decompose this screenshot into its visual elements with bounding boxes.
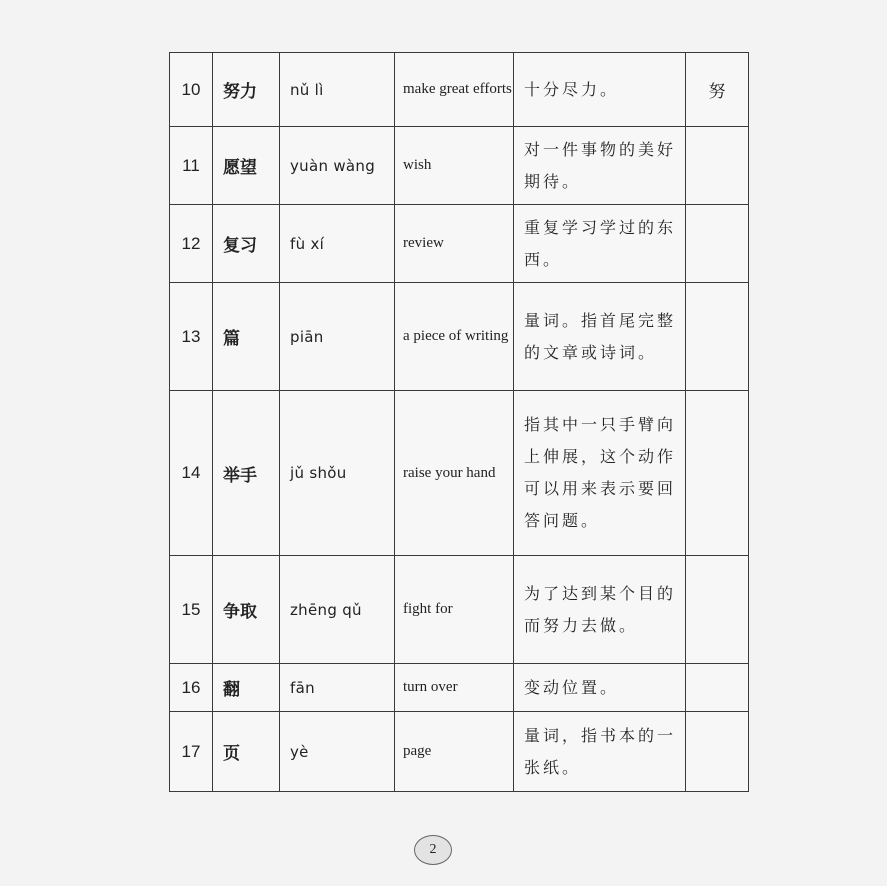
table-row: [170, 53, 749, 127]
row-number: 11: [170, 127, 213, 205]
row-number: 12: [170, 205, 213, 283]
page-number: 2: [429, 842, 437, 857]
chinese-definition: 变动位置。: [514, 664, 686, 712]
character-cell: [686, 391, 749, 556]
pinyin: fān: [280, 664, 395, 712]
table-row: [170, 127, 749, 205]
chinese-definition: 量词，指书本的一张纸。: [514, 712, 686, 792]
pinyin: zhēng qǔ: [280, 556, 395, 664]
character-cell: [686, 664, 749, 712]
pinyin: yuàn wàng: [280, 127, 395, 205]
pinyin: yè: [280, 712, 395, 792]
chinese-definition: 重复学习学过的东西。: [514, 205, 686, 283]
pinyin: fù xí: [280, 205, 395, 283]
character-cell: [686, 283, 749, 391]
chinese-definition: 十分尽力。: [514, 53, 686, 127]
vocab-word: 举手: [213, 391, 280, 556]
row-number: 10: [170, 53, 213, 127]
table-row: [170, 205, 749, 283]
row-number: 14: [170, 391, 213, 556]
chinese-definition: 指其中一只手臂向上伸展，这个动作可以用来表示要回答问题。: [514, 391, 686, 556]
page-number-badge: [414, 835, 452, 865]
table-row: [170, 556, 749, 664]
vocab-word: 翻: [213, 664, 280, 712]
table-row: [170, 712, 749, 792]
english-meaning: a piece of writing: [395, 283, 514, 391]
table-row: [170, 283, 749, 391]
character-cell: 努: [686, 53, 749, 127]
row-number: 17: [170, 712, 213, 792]
character-cell: [686, 712, 749, 792]
english-meaning: page: [395, 712, 514, 792]
chinese-definition: 为了达到某个目的而努力去做。: [514, 556, 686, 664]
pinyin: nǔ lì: [280, 53, 395, 127]
english-meaning: make great efforts: [395, 53, 514, 127]
vocab-word: 篇: [213, 283, 280, 391]
character-cell: [686, 556, 749, 664]
vocabulary-table: [169, 52, 749, 792]
pinyin: piān: [280, 283, 395, 391]
english-meaning: raise your hand: [395, 391, 514, 556]
vocab-word: 页: [213, 712, 280, 792]
chinese-definition: 量词。指首尾完整的文章或诗词。: [514, 283, 686, 391]
vocab-word: 愿望: [213, 127, 280, 205]
row-number: 16: [170, 664, 213, 712]
table-row: [170, 664, 749, 712]
english-meaning: turn over: [395, 664, 514, 712]
vocab-word: 努力: [213, 53, 280, 127]
english-meaning: review: [395, 205, 514, 283]
character-cell: [686, 127, 749, 205]
english-meaning: wish: [395, 127, 514, 205]
row-number: 13: [170, 283, 213, 391]
table-row: [170, 391, 749, 556]
english-meaning: fight for: [395, 556, 514, 664]
character-cell: [686, 205, 749, 283]
vocab-word: 争取: [213, 556, 280, 664]
chinese-definition: 对一件事物的美好期待。: [514, 127, 686, 205]
pinyin: jǔ shǒu: [280, 391, 395, 556]
row-number: 15: [170, 556, 213, 664]
vocab-word: 复习: [213, 205, 280, 283]
